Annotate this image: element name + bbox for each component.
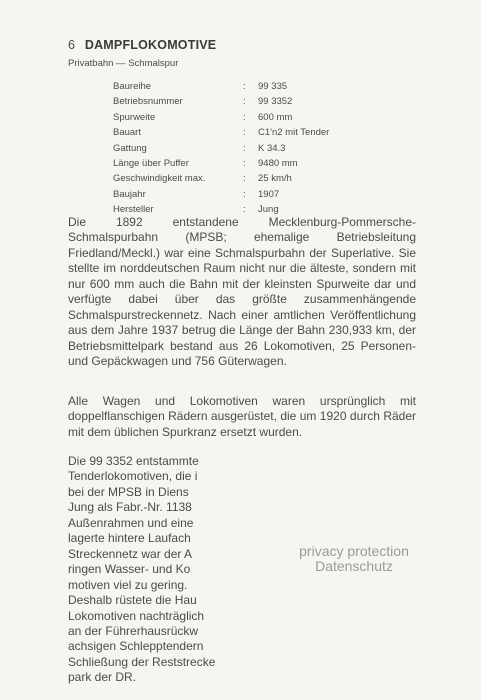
- spec-label: Betriebsnummer: [113, 96, 183, 108]
- privacy-line-en: privacy protection: [299, 543, 409, 559]
- page-subtitle: Privatbahn — Schmalspur: [68, 58, 179, 69]
- spec-label: Baujahr: [113, 188, 146, 200]
- text-line: park der DR.: [68, 670, 137, 685]
- text-line: bei der MPSB in Diens: [68, 484, 189, 499]
- spec-value: 99 335: [258, 81, 288, 92]
- spec-value: 1907: [258, 188, 280, 200]
- text-line: ringen Wasser- und Ko: [68, 562, 191, 577]
- privacy-line-de: Datenschutz: [315, 558, 393, 574]
- text-line: motiven viel zu gering.: [68, 577, 188, 592]
- text-line: lagerte hintere Laufach: [68, 531, 191, 546]
- text-line: an der Führerhausrückw: [68, 623, 199, 638]
- spec-value: 9480 mm: [258, 157, 298, 169]
- text-line: Tenderlokomotiven, die i: [68, 469, 198, 484]
- text-line: Streckennetz war der A: [68, 546, 193, 561]
- text-line: Die 99 3352 entstammte: [68, 454, 199, 468]
- spec-label: Hersteller: [113, 204, 154, 216]
- page-number: 6: [68, 38, 76, 52]
- history-paragraph: Die 1892 entstandene Mecklenburg-Pommersche-Schmalspurbahn (MPSB; ehemalige Betriebsleitung Friedland/Meckl.) war eine Schmalspurbahn der Superlative. Sie stellte im norddeutschen Raum nicht nur die älteste, sondern mit nur 600 mm auch die Bahn mit der kleinsten Spurweite dar und verfügte dabei über das größte zusammenhängende Schmalspurstreckennetz. Nach einer amtlichen Veröffentlichung aus dem Jahre 1937 betrug die Länge der Bahn 230,933 km, der Betriebsmittelpark bestand aus 26 Lokomotiven, 25 Personen- und Gepäckwagen und 756 Güterwagen.: [68, 215, 416, 369]
- spec-label: Baureihe: [113, 81, 152, 92]
- spec-value: C1'n2 mit Tender: [258, 127, 330, 139]
- spec-label: Spurweite: [113, 111, 156, 123]
- page-title: DAMPFLOKOMOTIVE: [84, 38, 217, 52]
- text-line: Schließung der Reststrecke: [68, 654, 216, 669]
- locomotive-paragraph: [68, 454, 234, 685]
- spec-label: Länge über Puffer: [113, 157, 189, 169]
- privacy-watermark: [271, 544, 437, 574]
- spec-value: 25 km/h: [258, 173, 292, 185]
- spec-label: Geschwindigkeit max.: [113, 173, 206, 185]
- text-line: Jung als Fabr.-Nr. 1138: [68, 500, 192, 515]
- spec-value: 99 3352: [258, 96, 293, 108]
- text-line: Lokomotiven nachträglich: [68, 608, 205, 623]
- page-heading: [68, 38, 216, 52]
- spec-value: Jung: [258, 204, 279, 216]
- text-line: Außenrahmen und eine: [68, 515, 194, 530]
- wheels-paragraph: Alle Wagen und Lokomotiven waren ursprünglich mit doppelflanschigen Rädern ausgerüstet, die um 1920 durch Räder mit dem üblichen Spurkranz ersetzt wurden.: [68, 394, 416, 439]
- spec-label: Gattung: [113, 142, 147, 154]
- spec-value: 600 mm: [258, 111, 293, 123]
- text-line: Deshalb rüstete die Hau: [68, 593, 197, 608]
- spec-label: Bauart: [113, 127, 141, 139]
- spec-value: K 34.3: [258, 142, 286, 154]
- text-line: achsigen Schlepptendern: [68, 639, 204, 654]
